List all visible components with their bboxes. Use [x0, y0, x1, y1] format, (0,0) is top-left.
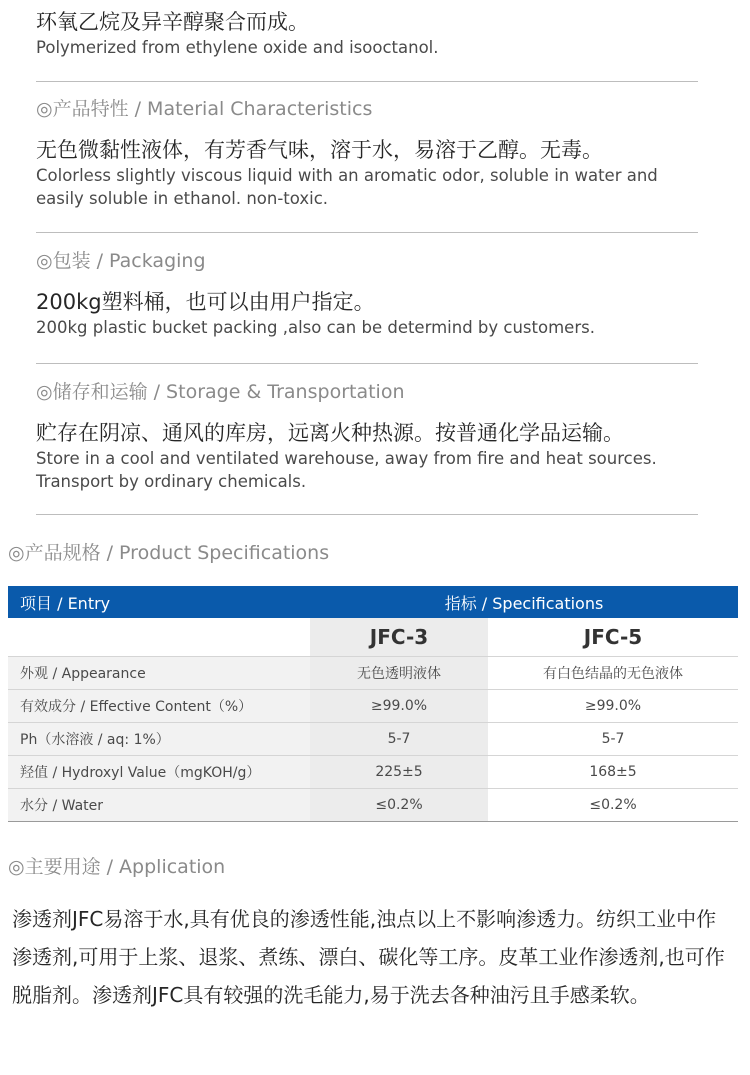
storage-zh: 贮存在阴凉、通风的库房，远离火种热源。按普通化学品运输。: [36, 421, 624, 445]
row-label: Ph（水溶液 / aq: 1%）: [8, 723, 310, 756]
table-row: [8, 657, 738, 690]
storage-en: Store in a cool and ventilated warehouse, away from fire and heat sources. Transport by ordinary chemicals.: [36, 449, 657, 491]
row-value-jfc3: ≤0.2%: [310, 789, 488, 822]
model-jfc3: JFC-3: [310, 618, 488, 657]
entry-header: 项目 / Entry: [8, 586, 310, 618]
row-label: 有效成分 / Effective Content（%）: [8, 690, 310, 723]
packaging-heading: ◎包装 / Packaging: [36, 250, 206, 272]
table-header-row: [8, 586, 738, 618]
packaging-section: [36, 248, 698, 339]
composition-section: [36, 8, 698, 59]
model-jfc5: JFC-5: [488, 618, 738, 657]
model-row: [8, 618, 738, 657]
table-row: [8, 690, 738, 723]
characteristics-heading: ◎产品特性 / Material Characteristics: [36, 98, 373, 120]
storage-heading: ◎储存和运输 / Storage & Transportation: [36, 381, 405, 403]
row-value-jfc3: 5-7: [310, 723, 488, 756]
table-row: [8, 789, 738, 822]
characteristics-en: Colorless slightly viscous liquid with an aromatic odor, soluble in water and easily soluble in ethanol. non-toxic.: [36, 166, 658, 208]
divider: [36, 363, 698, 364]
characteristics-section: [36, 96, 698, 210]
divider: [36, 514, 698, 515]
table-row: [8, 723, 738, 756]
row-label: 水分 / Water: [8, 789, 310, 822]
storage-section: [36, 379, 698, 493]
row-value-jfc3: 225±5: [310, 756, 488, 789]
divider: [36, 232, 698, 233]
row-value-jfc5: ≥99.0%: [488, 690, 738, 723]
composition-en: Polymerized from ethylene oxide and isooctanol.: [36, 38, 439, 57]
row-value-jfc5: 5-7: [488, 723, 738, 756]
table-row: [8, 756, 738, 789]
row-value-jfc5: 168±5: [488, 756, 738, 789]
application-heading: ◎主要用途 / Application: [8, 856, 226, 878]
row-label: 羟值 / Hydroxyl Value（mgKOH/g）: [8, 756, 310, 789]
model-row-blank: [8, 618, 310, 657]
row-label: 外观 / Appearance: [8, 657, 310, 690]
packaging-en: 200kg plastic bucket packing ,also can be determind by customers.: [36, 318, 595, 337]
specifications-heading: ◎产品规格 / Product Specifications: [8, 542, 330, 564]
application-text: 渗透剂JFC易溶于水,具有优良的渗透性能,浊点以上不影响渗透力。纺织工业中作渗透剂,可用于上浆、退浆、煮练、漂白、碳化等工序。皮革工业作渗透剂,也可作脱脂剂。渗透剂JFC具有较强的洗毛能力,易于洗去各种油污且手感柔软。: [12, 907, 725, 1007]
specifications-table: [8, 586, 738, 822]
row-value-jfc5: ≤0.2%: [488, 789, 738, 822]
packaging-zh: 200kg塑料桶，也可以由用户指定。: [36, 290, 375, 314]
row-value-jfc5: 有白色结晶的无色液体: [488, 657, 738, 690]
row-value-jfc3: 无色透明液体: [310, 657, 488, 690]
spec-header: 指标 / Specifications: [310, 586, 738, 618]
characteristics-zh: 无色微黏性液体，有芳香气味，溶于水，易溶于乙醇。无毒。: [36, 138, 603, 162]
divider: [36, 81, 698, 82]
composition-zh: 环氧乙烷及异辛醇聚合而成。: [36, 10, 309, 34]
row-value-jfc3: ≥99.0%: [310, 690, 488, 723]
